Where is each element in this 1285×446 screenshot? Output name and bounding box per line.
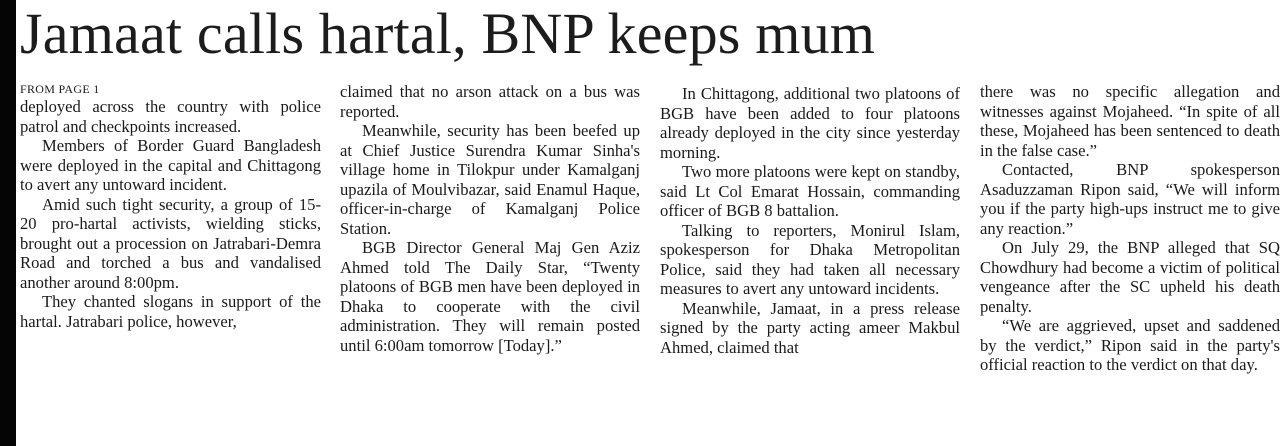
paragraph: On July 29, the BNP alleged that SQ Chowdhury had become a victim of political vengeance after the SC upheld his death penalty. xyxy=(980,238,1280,316)
headline: Jamaat calls hartal, BNP keeps mum xyxy=(20,1,876,66)
article-column-4 xyxy=(980,82,1280,375)
jump-label: FROM PAGE 1 xyxy=(20,82,100,96)
paragraph: Contacted, BNP spokesperson Asaduzzaman Ripon said, “We will inform you if the party high-ups instruct me to give any reaction.” xyxy=(980,160,1280,238)
paragraph: Talking to reporters, Monirul Islam, spokesperson for Dhaka Metropolitan Police, said they had taken all necessary measures to avert any untoward incidents. xyxy=(660,220,960,298)
paragraph: “We are aggrieved, upset and saddened by the verdict,” Ripon said in the party's official reaction to the verdict on that day. xyxy=(980,316,1280,374)
paragraph: Members of Border Guard Bangladesh were deployed in the capital and Chittagong to avert any untoward incident. xyxy=(20,136,321,194)
article-column-3 xyxy=(660,84,960,357)
paragraph: BGB Director General Maj Gen Aziz Ahmed told The Daily Star, “Twenty platoons of BGB men have been deployed in Dhaka to cooperate with the civil administration. They will remain posted until 6:00am tomorrow [Today].” xyxy=(340,238,640,355)
page-edge-shadow xyxy=(0,0,16,446)
paragraph: They chanted slogans in support of the hartal. Jatrabari police, however, xyxy=(20,292,321,331)
paragraph: there was no specific allegation and witnesses against Mojaheed. “In spite of all these, Mojaheed has been sentenced to death in the false case.” xyxy=(980,82,1280,160)
paragraph: deployed across the country with police patrol and checkpoints increased. xyxy=(20,97,321,136)
paragraph: Amid such tight security, a group of 15-20 pro-hartal activists, wielding sticks, brought out a procession on Jatrabari-Demra Road and torched a bus and vandalised another around 8:00pm. xyxy=(20,194,321,292)
paragraph: Meanwhile, security has been beefed up at Chief Justice Surendra Kumar Sinha's village home in Tilokpur under Kamalganj upazila of Moulvibazar, said Enamul Haque, officer-in-charge of Kamalganj Police Station. xyxy=(340,121,640,238)
paragraph: claimed that no arson attack on a bus was reported. xyxy=(340,82,640,121)
article-column-1 xyxy=(20,97,321,331)
paragraph: Meanwhile, Jamaat, in a press release signed by the party acting ameer Makbul Ahmed, claimed that xyxy=(660,298,960,357)
paragraph: In Chittagong, additional two platoons of BGB have been added to four platoons already deployed in the city since yesterday morning. xyxy=(660,84,960,162)
paragraph: Two more platoons were kept on standby, said Lt Col Emarat Hossain, commanding officer of BGB 8 battalion. xyxy=(660,162,960,220)
article-column-2 xyxy=(340,82,640,355)
